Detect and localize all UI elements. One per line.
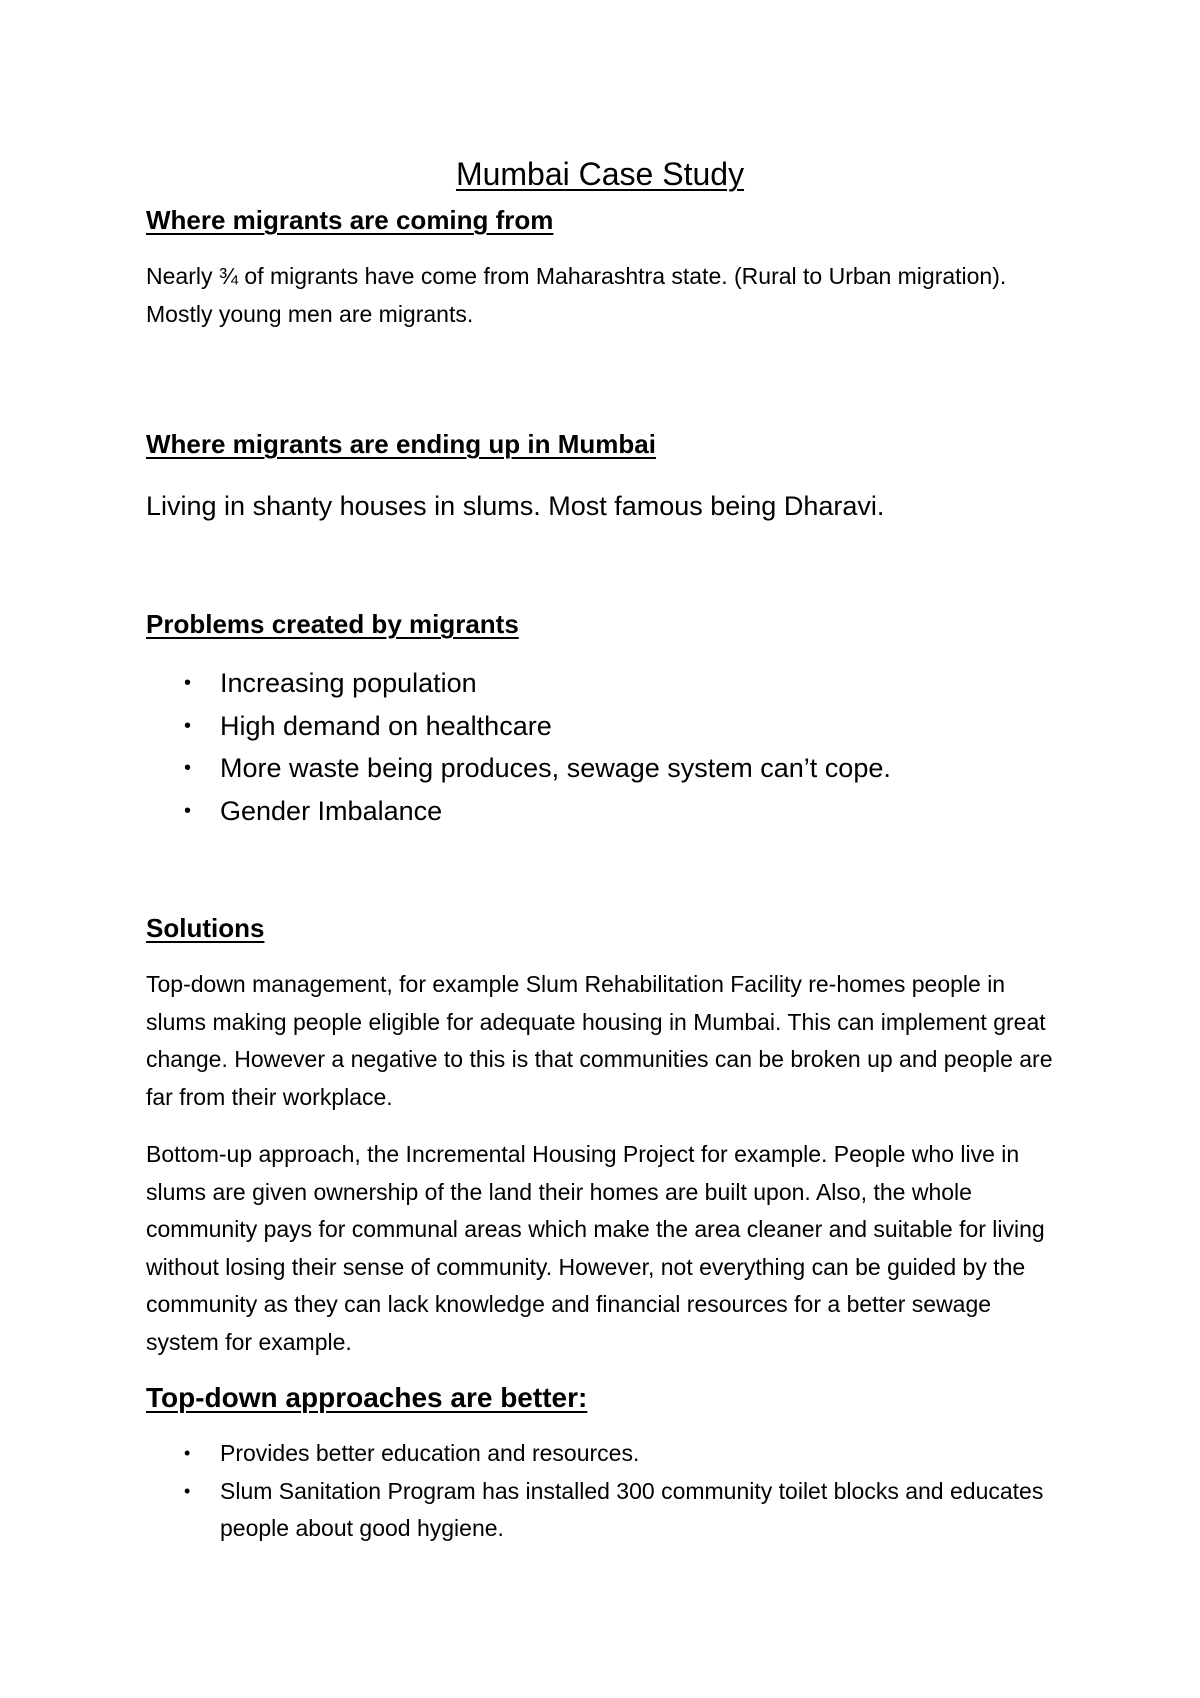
section-heading-destinations: Where migrants are ending up in Mumbai (146, 429, 656, 459)
list-item (146, 747, 1066, 790)
top-down-benefits-list (146, 1435, 1066, 1548)
bullet-icon: • (184, 757, 192, 779)
list-item-text: Increasing population (220, 668, 477, 698)
section-heading-top-down-better: Top-down approaches are better: (146, 1382, 588, 1413)
list-item-text: Provides better education and resources. (220, 1440, 640, 1466)
list-item (146, 705, 1066, 748)
paragraph-bottom-up: Bottom-up approach, the Incremental Housing Project for example. People who live in slums are given ownership of the land their homes are built upon. Also, the whole community pays for communal areas which make the area cleaner and suitable for living without losing their sense of community. However, not everything can be guided by the community as they can lack knowledge and financial resources for a better sewage system for example. (146, 1141, 1045, 1355)
page-title: Mumbai Case Study (455, 156, 745, 192)
section-heading-origins: Where migrants are coming from (146, 205, 554, 235)
bullet-icon: • (184, 714, 192, 737)
bullet-icon: • (184, 1480, 191, 1501)
list-item-text: Gender Imbalance (220, 795, 443, 826)
list-item (146, 1473, 1066, 1548)
problems-list (146, 662, 1066, 832)
paragraph-top-down: Top-down management, for example Slum Rehabilitation Facility re-homes people in slums making people eligible for adequate housing in Mumbai. This can implement great change. However a negative to this is that communities can be broken up and people are far from their workplace. (146, 971, 1053, 1110)
paragraph-destinations: Living in shanty houses in slums. Most famous being Dharavi. (146, 491, 885, 521)
list-item-text: High demand on healthcare (220, 710, 552, 741)
bullet-icon: • (184, 799, 192, 822)
list-item-text: Slum Sanitation Program has installed 300 community toilet blocks and educates people about good hygiene. (220, 1477, 1044, 1541)
list-item (146, 790, 1066, 833)
list-item-text: More waste being produces, sewage system can’t cope. (220, 753, 891, 783)
paragraph-origins: Nearly ¾ of migrants have come from Maharashtra state. (Rural to Urban migration). Mostly young men are migrants. (146, 263, 1007, 327)
section-heading-solutions: Solutions (146, 913, 265, 943)
list-item (146, 1435, 1066, 1473)
bullet-icon: • (184, 672, 192, 694)
section-heading-problems: Problems created by migrants (146, 609, 519, 639)
list-item (146, 662, 1066, 705)
bullet-icon: • (184, 1443, 191, 1463)
